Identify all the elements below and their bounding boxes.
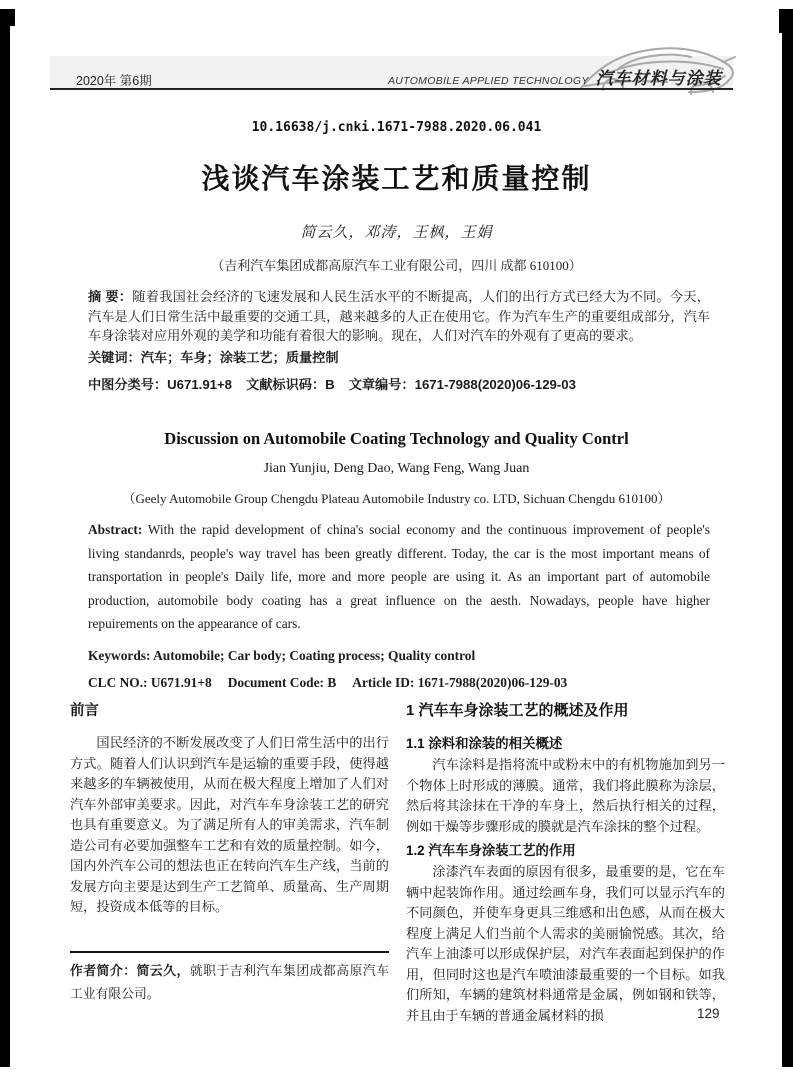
chinese-abstract-block bbox=[88, 287, 710, 394]
keywords-label-english: Keywords: bbox=[88, 647, 151, 663]
author-bio-text: 就职于吉利汽车集团成都高原汽车工业有限公司。 bbox=[70, 964, 390, 1001]
affiliation-chinese: （吉利汽车集团成都高原汽车工业有限公司，四川 成都 610100） bbox=[211, 258, 582, 273]
clc-line-chinese bbox=[88, 375, 710, 394]
author-bio-footnote bbox=[70, 951, 389, 1006]
journal-name-english: AUTOMOBILE APPLIED TECHNOLOGY bbox=[388, 75, 589, 87]
keywords-text-chinese: 汽车；车身；涂装工艺；质量控制 bbox=[140, 349, 339, 365]
section-1-heading: 1 汽车车身涂装工艺的概述及作用 bbox=[406, 702, 629, 719]
abstract-english bbox=[88, 518, 710, 636]
authors-english: Jian Yunjiu, Deng Dao, Wang Feng, Wang Juan bbox=[263, 461, 530, 476]
doi: 10.16638/j.cnki.1671-7988.2020.06.041 bbox=[251, 120, 542, 135]
section-1-1-heading: 1.1 涂料和涂装的相关概述 bbox=[406, 736, 563, 751]
doc-code-chinese: 文献标识码：B bbox=[246, 376, 335, 392]
affiliation-english: （Geely Automobile Group Chengdu Plateau Automobile Industry co. LTD, Sichuan Chengdu 610100） bbox=[122, 491, 671, 506]
section-1-1-paragraph: 汽车涂料是指将流中或粉末中的有机物施加到另一个物体上时形成的薄膜。通常，我们将此膜称为涂层，然后将其涂抹在干净的车身上，然后执行相关的过程，例如干燥等步骤形成的膜就是汽车涂抹的整个过程。 bbox=[406, 757, 725, 834]
section-1-2-heading: 1.2 汽车车身涂装工艺的作用 bbox=[406, 843, 576, 858]
clc-number-chinese: 中图分类号：U671.91+8 bbox=[88, 376, 233, 392]
clc-line-english bbox=[88, 673, 710, 693]
author-bio-label: 作者简介：简云久， bbox=[70, 963, 190, 978]
preface-heading: 前言 bbox=[70, 703, 99, 719]
keywords-text-english: Automobile; Car body; Coating process; Quality control bbox=[150, 647, 476, 663]
right-column bbox=[406, 699, 725, 1026]
article-title-chinese: 浅谈汽车涂装工艺和质量控制 bbox=[201, 163, 592, 194]
abstract-text-chinese: 随着我国社会经济的飞速发展和人民生活水平的不断提高，人们的出行方式已经大为不同。今天，汽车是人们日常生活中最重要的交通工具，越来越多的人正在使用它。作为汽车生产的重要组成部分，汽车车身涂装对应用外观的美学和功能有着很大的影响。现在，人们对汽车的外观有了更高的要求。 bbox=[88, 289, 710, 343]
keywords-english bbox=[88, 646, 710, 666]
keywords-chinese bbox=[88, 348, 710, 367]
issue-label: 2020年 第6期 bbox=[76, 74, 152, 88]
english-abstract-block bbox=[88, 518, 710, 693]
clc-number-english: CLC NO.: U671.91+8 bbox=[88, 674, 212, 690]
scan-edge-left-corner bbox=[0, 9, 15, 26]
keywords-label-chinese: 关键词： bbox=[88, 349, 141, 365]
authors-chinese: 简云久，邓涛，王枫，王娟 bbox=[300, 225, 493, 241]
scan-edge-right-corner bbox=[779, 9, 793, 33]
abstract-label-chinese: 摘 要： bbox=[88, 289, 133, 304]
abstract-chinese bbox=[88, 287, 710, 346]
page-number: 129 bbox=[697, 1006, 720, 1021]
article-id-english: Article ID: 1671-7988(2020)06-129-03 bbox=[352, 674, 568, 690]
preface-paragraph: 国民经济的不断发展改变了人们日常生活中的出行方式。随着人们认识到汽车是运输的重要手段，使得越来越多的车辆被使用，从而在极大程度上增加了人们对汽车外部审美要求。因此，对汽车车身涂装工艺的研究也具有重要意义。为了满足所有人的审美需求，汽车制造公司有必要加强整车工艺和有效的质量控制。如今，国内外汽车公司的想法也正在转向汽车生产线，当前的发展方向主要是达到生产工艺简单、质量高、生产周期短，投资成本低等的目标。 bbox=[70, 735, 389, 914]
abstract-label-english: Abstract: bbox=[88, 522, 143, 537]
left-column bbox=[70, 699, 389, 918]
section-1-2-paragraph: 涂漆汽车表面的原因有很多，最重要的是，它在车辆中起装饰作用。通过绘画车身，我们可以显示汽车的不同颜色，并使车身更具三维感和出色感，从而在极大程度上满足人们当前个人需求的美丽愉悦感。其次，给汽车上油漆可以形成保护层，对汽车表面起到保护的作用，但同时这也是汽车喷油漆最重要的一个目标。如我们所知，车辆的建筑材料通常是金属，例如钢和铁等，并且由于车辆的普通金属材料的损 bbox=[406, 864, 725, 1023]
article-id-chinese: 文章编号：1671-7988(2020)06-129-03 bbox=[348, 376, 576, 392]
journal-name-chinese: 汽车材料与涂装 bbox=[595, 69, 722, 88]
abstract-text-english: With the rapid development of china's social economy and the continuous improvement of people's living standanrds, people's way travel has been greatly different. Today, the car is the most important means of transportation in people's Daily life, more and more people are using it. As an important part of automobile production, automobile body coating has a great influence on the aesth. Nowadays, people have higher repuirements on the appearance of cars. bbox=[88, 522, 710, 631]
doc-code-english: Document Code: B bbox=[227, 674, 337, 690]
journal-masthead bbox=[388, 64, 722, 89]
article-title-english: Discussion on Automobile Coating Technology and Quality Contrl bbox=[164, 429, 629, 448]
